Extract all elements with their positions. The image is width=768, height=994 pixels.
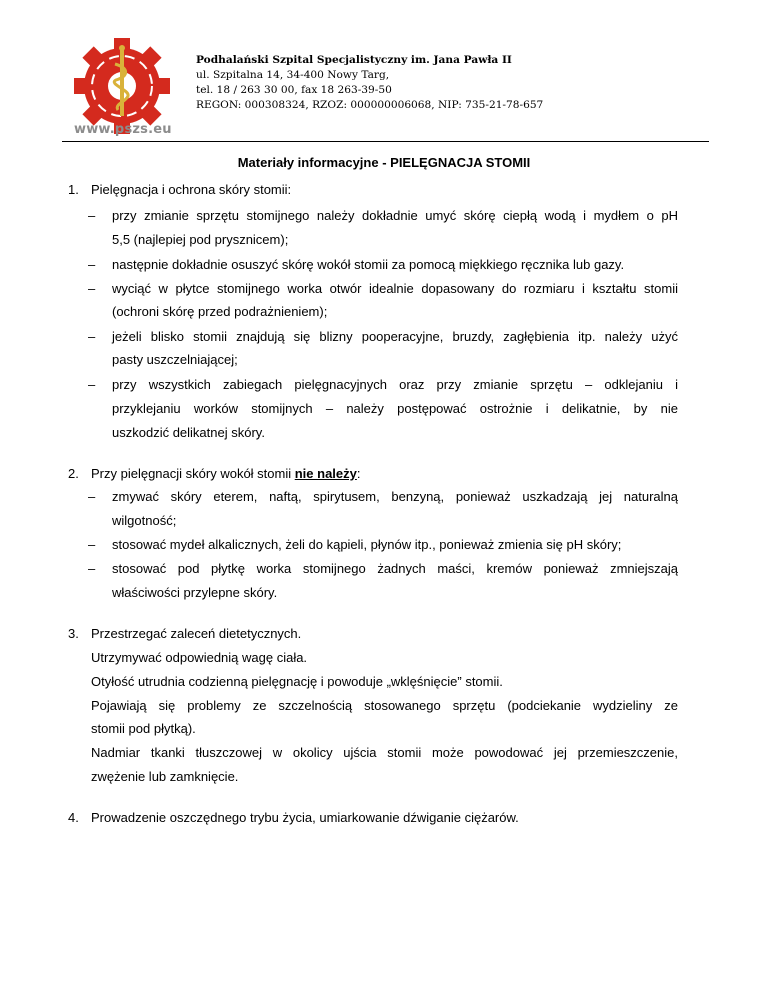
- section-3-line-5: stomii pod płytką).: [91, 721, 196, 736]
- list-dash: –: [88, 257, 96, 272]
- list-dash: –: [88, 329, 96, 344]
- section-2-item-2-line-1: stosować mydeł alkalicznych, żeli do kąpieli, płynów itp., ponieważ zmienia się pH skóry;: [112, 537, 622, 552]
- hospital-registry: REGON: 000308324, RZOZ: 000000006068, NIP: 735-21-78-657: [196, 99, 544, 111]
- section-1-item-3-line-1: wyciąć w płytce stomijnego worka otwór idealnie dopasowany do rozmiaru i kształtu stomii: [112, 281, 678, 296]
- section-3-line-4: Pojawiają się problemy ze szczelnością stosowanego sprzętu (podciekanie wydzieliny ze: [91, 698, 678, 713]
- hospital-address: ul. Szpitalna 14, 34-400 Nowy Targ,: [196, 69, 390, 81]
- section-1-item-5-line-2: przyklejaniu worków stomijnych – należy postępować ostrożnie i delikatnie, by nie: [112, 401, 678, 416]
- section-2-heading-colon: :: [356, 466, 361, 481]
- list-dash: –: [88, 489, 96, 504]
- section-2-heading: [91, 466, 361, 482]
- list-dash: –: [88, 537, 96, 552]
- section-1-item-3-line-2: (ochroni skórę przed podrażnieniem);: [112, 304, 328, 319]
- section-2-item-1-line-2: wilgotność;: [112, 513, 177, 528]
- list-dash: –: [88, 561, 96, 576]
- section-4-number: 4.: [68, 810, 79, 825]
- section-3-number: 3.: [68, 626, 79, 641]
- list-dash: –: [88, 208, 96, 223]
- section-1-item-4-line-2: pasty uszczelniającej;: [112, 352, 238, 367]
- hospital-phone: tel. 18 / 263 30 00, fax 18 263-39-50: [196, 84, 392, 96]
- section-3-line-2: Utrzymywać odpowiednią wagę ciała.: [91, 650, 308, 665]
- section-4-text: Prowadzenie oszczędnego trybu życia, umiarkowanie dźwiganie ciężarów.: [91, 810, 519, 825]
- list-dash: –: [88, 377, 96, 392]
- section-3-line-6: Nadmiar tkanki tłuszczowej w okolicy ujścia stomii może powodować jej przemieszczenie,: [91, 745, 678, 760]
- section-2-number: 2.: [68, 466, 79, 481]
- section-3-line-7: zwężenie lub zamknięcie.: [91, 769, 239, 784]
- letterhead: [196, 53, 543, 113]
- section-1-item-1-line-1: przy zmianie sprzętu stomijnego należy dokładnie umyć skórę ciepłą wodą i mydłem o pH: [112, 208, 678, 223]
- header-divider: [62, 141, 709, 142]
- section-2-heading-emphasis: nie należy: [294, 466, 357, 481]
- section-1-heading: Pielęgnacja i ochrona skóry stomii:: [91, 182, 292, 197]
- section-1-item-4-line-1: jeżeli blisko stomii znajdują się blizny pooperacyjne, bruzdy, zagłębienia itp. należy użyć: [112, 329, 678, 344]
- section-2-item-3-line-2: właściwości przylepne skóry.: [112, 585, 278, 600]
- section-3-line-1: Przestrzegać zaleceń dietetycznych.: [91, 626, 302, 641]
- section-1-number: 1.: [68, 182, 79, 197]
- section-3-line-3: Otyłość utrudnia codzienną pielęgnację i powoduje „wklęśnięcie” stomii.: [91, 674, 503, 689]
- document-title: Materiały informacyjne - PIELĘGNACJA STOMII: [237, 155, 531, 170]
- section-1-item-5-line-3: uszkodzić delikatnej skóry.: [112, 425, 265, 440]
- section-1-item-5-line-1: przy wszystkich zabiegach pielęgnacyjnych oraz przy zmianie sprzętu – odklejaniu i: [112, 377, 678, 392]
- section-2-heading-text: Przy pielęgnacji skóry wokół stomii: [91, 466, 295, 481]
- logo-website-text: www.pszs.eu: [74, 122, 172, 137]
- list-dash: –: [88, 281, 96, 296]
- hospital-name: Podhalański Szpital Specjalistyczny im. Jana Pawła II: [196, 54, 512, 66]
- section-1-item-1-line-2: 5,5 (najlepiej pod prysznicem);: [112, 232, 289, 247]
- section-2-item-3-line-1: stosować pod płytkę worka stomijnego żadnych maści, kremów ponieważ zmniejszają: [112, 561, 678, 576]
- section-2-item-1-line-1: zmywać skóry eterem, naftą, spirytusem, benzyną, ponieważ uszkadzają jej naturalną: [112, 489, 678, 504]
- section-1-item-2-line-1: następnie dokładnie osuszyć skórę wokół stomii za pomocą miękkiego ręcznika lub gazy.: [112, 257, 625, 272]
